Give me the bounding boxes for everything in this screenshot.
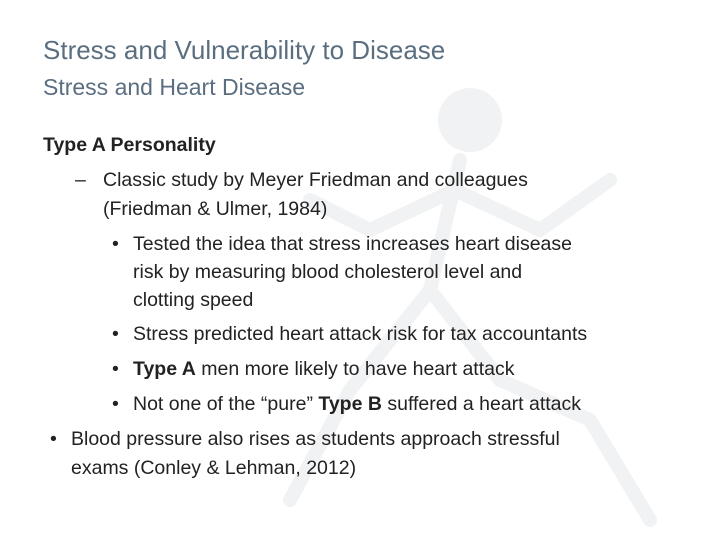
bullet-4-pre: Not one of the “pure” <box>133 393 319 415</box>
bullet-1-line-3: clotting speed <box>133 289 254 311</box>
bullet-marker: • <box>112 393 119 415</box>
bullet-4-post: suffered a heart attack <box>381 393 582 415</box>
study-line-1: Classic study by Meyer Friedman and colleagues <box>103 169 528 191</box>
type-a-bold: Type A <box>133 358 196 380</box>
bullet-marker: • <box>112 323 119 345</box>
bullet-1-line-1: Tested the idea that stress increases heart disease <box>133 233 572 255</box>
type-b-bold: Type B <box>318 393 382 415</box>
slide-subtitle: Stress and Heart Disease <box>43 74 306 100</box>
bullet-5-line-1: Blood pressure also rises as students approach stressful <box>71 428 560 450</box>
bullet-4 <box>133 392 581 417</box>
bullet-2: Stress predicted heart attack risk for tax accountants <box>133 323 588 345</box>
study-line-2: (Friedman & Ulmer, 1984) <box>103 198 328 220</box>
bullet-3-rest: men more likely to have heart attack <box>195 358 515 380</box>
bullet-marker: • <box>50 428 57 450</box>
bullet-3 <box>133 357 515 382</box>
slide-title: Stress and Vulnerability to Disease <box>43 35 446 65</box>
section-heading: Type A Personality <box>43 134 216 156</box>
bullet-marker: • <box>112 233 119 255</box>
dash-marker: – <box>75 169 86 191</box>
bullet-5-line-2: exams (Conley & Lehman, 2012) <box>71 457 357 479</box>
bullet-1-line-2: risk by measuring blood cholesterol level and <box>133 261 523 283</box>
bullet-marker: • <box>112 358 119 380</box>
